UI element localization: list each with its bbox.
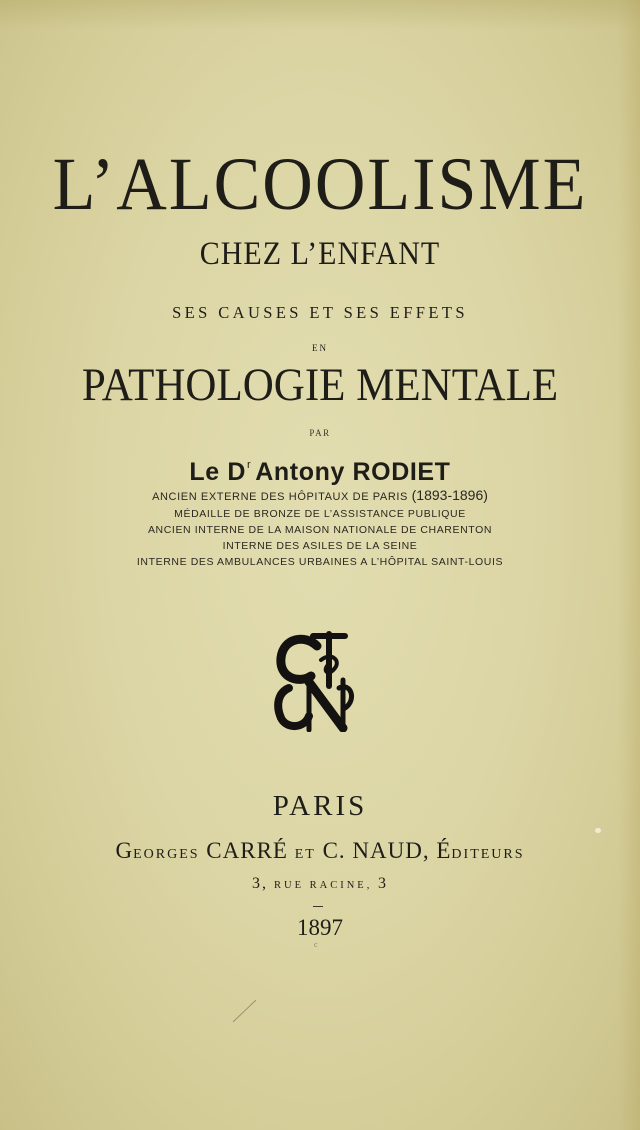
credential-line-1 (0, 488, 640, 505)
publisher-monogram-icon (265, 622, 365, 732)
author-line (0, 448, 640, 489)
causes-line: SES CAUSES ET SES EFFETS (172, 303, 468, 322)
imprint-city: PARIS (272, 790, 368, 822)
en-line: EN (312, 343, 328, 353)
page-edge-top (0, 0, 640, 30)
author-name: Antony RODIET (255, 458, 451, 486)
publication-year: 1897 (297, 915, 343, 940)
publisher-eorges: EORGES (133, 847, 200, 862)
publisher-line (0, 836, 640, 870)
book-subtitle: CHEZ L’ENFANT (199, 235, 441, 272)
publisher-naud: C. NAUD, É (315, 838, 452, 863)
author-prefix-sup: r (247, 459, 252, 471)
separator-dash (313, 906, 323, 907)
publisher-carre: CARRÉ (199, 838, 295, 863)
address-number-2: 3 (377, 875, 388, 892)
address-line (0, 872, 640, 898)
credential-line-5: INTERNE DES AMBULANCES URBAINES A L’HÔPITAL SAINT-LOUIS (136, 556, 504, 568)
pencil-mark-icon (230, 995, 260, 1025)
credential-years: (1893-1896) (411, 487, 488, 503)
publisher-initial-g: G (115, 838, 134, 863)
author-prefix: Le D (189, 458, 246, 486)
paper-spot (595, 828, 601, 833)
stamp-letter: c (314, 940, 318, 949)
credential-line-2: MÉDAILLE DE BRONZE DE L’ASSISTANCE PUBLIQUE (174, 508, 466, 520)
publisher-et: ET (294, 847, 316, 862)
book-title: L’ALCOOLISME (52, 142, 588, 227)
topic-title: PATHOLOGIE MENTALE (81, 360, 559, 411)
par-line: PAR (309, 428, 331, 438)
address-number: 3, (252, 875, 275, 892)
publisher-diteurs: DITEURS (451, 847, 525, 862)
credential-line-3: ANCIEN INTERNE DE LA MAISON NATIONALE DE CHARENTON (147, 524, 493, 536)
address-street: RUE RACINE, (274, 880, 378, 891)
credential-line-4: INTERNE DES ASILES DE LA SEINE (222, 540, 418, 552)
credential-text-1: ANCIEN EXTERNE DES HÔPITAUX DE PARIS (152, 491, 412, 503)
